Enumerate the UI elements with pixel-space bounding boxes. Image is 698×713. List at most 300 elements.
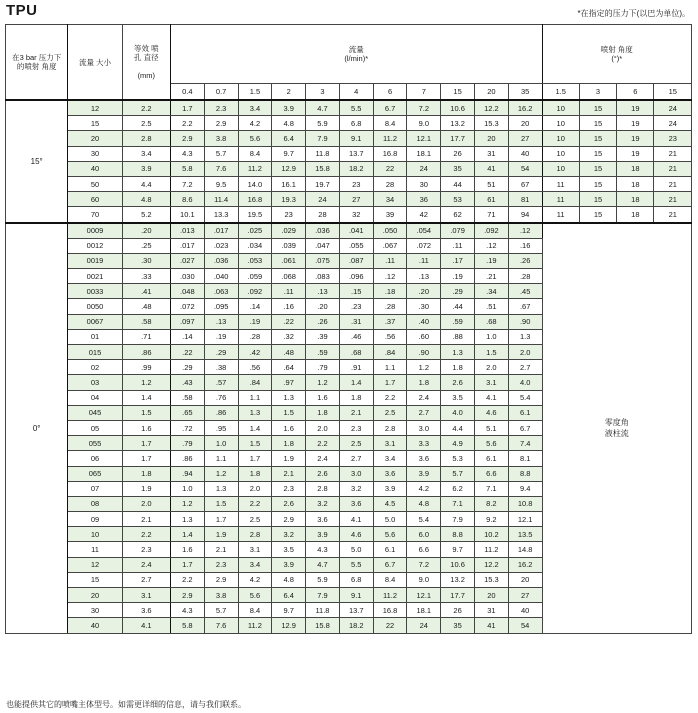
flow-cell: 3.1	[373, 436, 407, 451]
angle-cell: 19	[617, 131, 654, 146]
flow-cell: 2.2	[170, 572, 204, 587]
header-pressure-flow: 0.4	[170, 84, 204, 101]
flow-cell: .041	[339, 223, 373, 239]
flow-cell: 13.5	[508, 527, 542, 542]
flow-cell: .025	[238, 223, 272, 239]
flow-cell: 3.2	[306, 496, 340, 511]
flow-cell: 44	[441, 176, 475, 191]
orifice-cell: 4.8	[122, 192, 170, 207]
flow-cell: 71	[474, 207, 508, 223]
flow-cell: 2.0	[474, 360, 508, 375]
flow-cell: .22	[170, 345, 204, 360]
flow-cell: 12.9	[272, 161, 306, 176]
angle-cell: 18	[617, 207, 654, 223]
flow-cell: .050	[373, 223, 407, 239]
header-pressure-flow: 4	[339, 84, 373, 101]
flow-cell: 13.7	[339, 146, 373, 161]
flow-cell: .036	[306, 223, 340, 239]
flow-cell: .18	[373, 284, 407, 299]
flow-cell: 3.3	[407, 436, 441, 451]
flow-cell: 5.7	[204, 146, 238, 161]
angle-cell: 15	[579, 131, 616, 146]
flow-cell: 2.7	[407, 405, 441, 420]
flow-size-cell: 09	[68, 512, 122, 527]
flow-cell: 1.9	[204, 527, 238, 542]
flow-cell: 6.7	[373, 100, 407, 116]
flow-cell: 53	[441, 192, 475, 207]
flow-cell: 14.0	[238, 176, 272, 191]
flow-cell: 4.0	[441, 405, 475, 420]
flow-cell: 1.8	[272, 436, 306, 451]
flow-cell: 17.7	[441, 131, 475, 146]
flow-cell: .68	[339, 345, 373, 360]
flow-cell: 6.8	[339, 572, 373, 587]
flow-cell: .84	[373, 345, 407, 360]
flow-cell: .45	[508, 284, 542, 299]
flow-cell: 51	[474, 176, 508, 191]
orifice-cell: 2.5	[122, 116, 170, 131]
flow-cell: .053	[238, 253, 272, 268]
flow-cell: 2.0	[306, 420, 340, 435]
flow-cell: 6.4	[272, 131, 306, 146]
flow-cell: 9.1	[339, 131, 373, 146]
flow-size-cell: 60	[68, 192, 122, 207]
orifice-cell: .41	[122, 284, 170, 299]
flow-cell: .79	[170, 436, 204, 451]
flow-cell: .055	[339, 238, 373, 253]
flow-cell: .42	[238, 345, 272, 360]
flow-size-cell: 11	[68, 542, 122, 557]
flow-cell: .029	[272, 223, 306, 239]
angle-cell: 15	[579, 161, 616, 176]
header-pressure-flow: 1.5	[238, 84, 272, 101]
angle-cell: 15	[579, 176, 616, 191]
flow-cell: .15	[339, 284, 373, 299]
header-pressure-flow: 7	[407, 84, 441, 101]
header-orifice-label: 等效 喷孔 直径	[134, 44, 159, 62]
flow-cell: 4.1	[474, 390, 508, 405]
flow-cell: 9.7	[272, 603, 306, 618]
flow-cell: 7.9	[306, 131, 340, 146]
flow-cell: .59	[306, 345, 340, 360]
header-spray-angle-unit: (°)*	[611, 54, 623, 63]
flow-cell: 12.1	[407, 588, 441, 603]
flow-size-cell: 01	[68, 329, 122, 344]
flow-cell: 13.2	[441, 572, 475, 587]
angle-cell: 11	[542, 176, 579, 191]
flow-cell: 2.6	[441, 375, 475, 390]
table-row	[6, 223, 692, 239]
header-pressure-angle: 6	[617, 84, 654, 101]
flow-cell: 4.8	[407, 496, 441, 511]
flow-cell: 1.8	[306, 405, 340, 420]
flow-cell: 1.8	[407, 375, 441, 390]
flow-cell: .11	[373, 253, 407, 268]
flow-cell: 13.3	[204, 207, 238, 223]
flow-cell: .44	[441, 299, 475, 314]
flow-cell: .092	[238, 284, 272, 299]
flow-cell: .19	[474, 253, 508, 268]
flow-cell: .59	[441, 314, 475, 329]
flow-cell: 8.2	[474, 496, 508, 511]
flow-size-cell: 0019	[68, 253, 122, 268]
angle-cell: 15	[579, 207, 616, 223]
flow-cell: 1.2	[170, 496, 204, 511]
zero-degree-label: 零度角	[604, 418, 629, 428]
flow-cell: 4.6	[474, 405, 508, 420]
flow-cell: 10.2	[474, 527, 508, 542]
flow-cell: 20	[474, 588, 508, 603]
flow-cell: 8.6	[170, 192, 204, 207]
orifice-cell: .33	[122, 269, 170, 284]
flow-cell: .092	[474, 223, 508, 239]
orifice-cell: 1.9	[122, 481, 170, 496]
flow-cell: 1.3	[441, 345, 475, 360]
flow-cell: 31	[474, 146, 508, 161]
orifice-cell: 1.6	[122, 420, 170, 435]
flow-cell: 13.7	[339, 603, 373, 618]
flow-cell: .034	[238, 238, 272, 253]
flow-cell: 4.4	[441, 420, 475, 435]
flow-cell: 2.1	[272, 466, 306, 481]
flow-cell: 1.6	[272, 420, 306, 435]
flow-cell: 2.9	[272, 512, 306, 527]
flow-cell: 4.7	[306, 557, 340, 572]
flow-cell: 10.8	[508, 496, 542, 511]
flow-cell: 9.2	[474, 512, 508, 527]
flow-cell: 6.8	[339, 116, 373, 131]
flow-cell: .061	[272, 253, 306, 268]
flow-cell: 1.4	[170, 527, 204, 542]
header-angle-at-3bar: 在3 bar 压力下 的喷射 角度	[6, 25, 68, 101]
flow-cell: 42	[407, 207, 441, 223]
flow-cell: 1.2	[204, 466, 238, 481]
header-pressure-flow: 15	[441, 84, 475, 101]
flow-cell: 1.4	[339, 375, 373, 390]
flow-cell: 12.2	[474, 100, 508, 116]
flow-cell: 2.7	[339, 451, 373, 466]
flow-cell: 7.2	[407, 100, 441, 116]
flow-cell: .036	[204, 253, 238, 268]
flow-cell: .067	[373, 238, 407, 253]
flow-cell: .22	[272, 314, 306, 329]
header-pressure-flow: 20	[474, 84, 508, 101]
flow-cell: 15.8	[306, 161, 340, 176]
flow-cell: 23	[339, 176, 373, 191]
flow-cell: 15.8	[306, 618, 340, 633]
flow-cell: 26	[441, 146, 475, 161]
flow-cell: 61	[474, 192, 508, 207]
flow-cell: 3.1	[238, 542, 272, 557]
flow-cell: .13	[306, 284, 340, 299]
angle-cell: 18	[617, 192, 654, 207]
flow-cell: 1.5	[238, 436, 272, 451]
flow-cell: 4.9	[441, 436, 475, 451]
flow-cell: 2.8	[306, 481, 340, 496]
flow-cell: 20	[474, 131, 508, 146]
flow-cell: 7.9	[306, 588, 340, 603]
flow-cell: 30	[407, 176, 441, 191]
flow-size-cell: 70	[68, 207, 122, 223]
flow-cell: .20	[407, 284, 441, 299]
orifice-cell: 1.2	[122, 375, 170, 390]
orifice-cell: .30	[122, 253, 170, 268]
flow-cell: 16.8	[238, 192, 272, 207]
flow-cell: 6.4	[272, 588, 306, 603]
flow-cell: 7.2	[407, 557, 441, 572]
flow-cell: 28	[373, 176, 407, 191]
flow-cell: 3.9	[272, 100, 306, 116]
flow-cell: 8.4	[238, 603, 272, 618]
flow-cell: 17.7	[441, 588, 475, 603]
flow-cell: 16.2	[508, 557, 542, 572]
flow-size-cell: 04	[68, 390, 122, 405]
table-row	[6, 131, 692, 146]
flow-cell: 11.4	[204, 192, 238, 207]
flow-cell: .017	[170, 238, 204, 253]
flow-cell: .079	[441, 223, 475, 239]
angle-cell: 21	[654, 207, 692, 223]
flow-size-cell: 0021	[68, 269, 122, 284]
flow-size-cell: 065	[68, 466, 122, 481]
flow-cell: 62	[441, 207, 475, 223]
header-pressure-flow: 0.7	[204, 84, 238, 101]
flow-cell: 3.9	[373, 481, 407, 496]
flow-cell: 4.6	[339, 527, 373, 542]
flow-size-cell: 20	[68, 131, 122, 146]
table-row	[6, 161, 692, 176]
flow-cell: 2.5	[238, 512, 272, 527]
flow-cell: .23	[339, 299, 373, 314]
flow-cell: 26	[441, 603, 475, 618]
flow-size-cell: 05	[68, 420, 122, 435]
flow-cell: 40	[508, 146, 542, 161]
flow-cell: 3.9	[272, 557, 306, 572]
flow-size-cell: 10	[68, 527, 122, 542]
flow-cell: 2.5	[373, 405, 407, 420]
flow-cell: 36	[407, 192, 441, 207]
angle-cell: 21	[654, 176, 692, 191]
orifice-cell: 2.1	[122, 512, 170, 527]
flow-cell: .29	[204, 345, 238, 360]
header-pressure-angle: 15	[654, 84, 692, 101]
flow-cell: 4.2	[407, 481, 441, 496]
flow-cell: 1.9	[272, 451, 306, 466]
flow-cell: 2.6	[272, 496, 306, 511]
flow-cell: 24	[407, 618, 441, 633]
flow-cell: 5.0	[373, 512, 407, 527]
flow-size-cell: 40	[68, 618, 122, 633]
flow-size-cell: 06	[68, 451, 122, 466]
flow-cell: .28	[373, 299, 407, 314]
flow-cell: 3.5	[272, 542, 306, 557]
flow-cell: 2.3	[339, 420, 373, 435]
header-pressure-angle: 3	[579, 84, 616, 101]
flow-cell: 41	[474, 618, 508, 633]
flow-cell: 2.7	[508, 360, 542, 375]
flow-cell: 3.8	[204, 588, 238, 603]
angle-cell: 11	[542, 192, 579, 207]
footer-note: 也能提供其它的喷嘴主体型号。如需更详细的信息，请与我们联系。	[6, 700, 246, 709]
orifice-cell: 2.4	[122, 557, 170, 572]
flow-cell: 1.5	[474, 345, 508, 360]
flow-cell: 2.2	[238, 496, 272, 511]
angle-cell: 18	[617, 161, 654, 176]
spray-angle-15: 15°	[6, 100, 68, 223]
flow-cell: 2.1	[204, 542, 238, 557]
flow-cell: 1.6	[170, 542, 204, 557]
flow-cell: .39	[306, 329, 340, 344]
angle-cell: 19	[617, 146, 654, 161]
flow-cell: 3.9	[407, 466, 441, 481]
flow-cell: 14.8	[508, 542, 542, 557]
flow-size-cell: 08	[68, 496, 122, 511]
angle-cell: 10	[542, 146, 579, 161]
flow-cell: 23	[272, 207, 306, 223]
flow-cell: 19.7	[306, 176, 340, 191]
flow-cell: .64	[272, 360, 306, 375]
flow-cell: 4.1	[339, 512, 373, 527]
flow-cell: .31	[339, 314, 373, 329]
table-row	[6, 100, 692, 116]
flow-cell: .027	[170, 253, 204, 268]
flow-cell: 3.2	[272, 527, 306, 542]
flow-cell: 8.8	[441, 527, 475, 542]
flow-cell: .19	[238, 314, 272, 329]
flow-cell: 2.9	[204, 572, 238, 587]
flow-cell: 20	[508, 572, 542, 587]
header-pressure-flow: 3	[306, 84, 340, 101]
flow-cell: 6.6	[474, 466, 508, 481]
flow-cell: 12.9	[272, 618, 306, 633]
angle-cell: 24	[654, 100, 692, 116]
flow-cell: 10.1	[170, 207, 204, 223]
flow-cell: .013	[170, 223, 204, 239]
flow-cell: 94	[508, 207, 542, 223]
flow-cell: 18.2	[339, 618, 373, 633]
orifice-cell: 3.1	[122, 588, 170, 603]
flow-cell: .095	[204, 299, 238, 314]
flow-cell: 11.2	[238, 618, 272, 633]
flow-cell: 6.7	[508, 420, 542, 435]
flow-cell: 31	[474, 603, 508, 618]
flow-cell: 8.4	[238, 146, 272, 161]
flow-size-cell: 0033	[68, 284, 122, 299]
orifice-cell: 3.9	[122, 161, 170, 176]
flow-cell: 4.3	[170, 603, 204, 618]
flow-cell: 1.7	[170, 100, 204, 116]
flow-cell: .26	[306, 314, 340, 329]
flow-cell: 5.7	[204, 603, 238, 618]
flow-cell: 28	[306, 207, 340, 223]
header-spray-angle	[542, 25, 691, 84]
flow-cell: 1.7	[204, 512, 238, 527]
flow-cell: 2.6	[306, 466, 340, 481]
flow-cell: .097	[170, 314, 204, 329]
header-pressure-flow: 6	[373, 84, 407, 101]
flow-cell: 8.4	[373, 572, 407, 587]
flow-cell: .29	[441, 284, 475, 299]
table-row	[6, 176, 692, 191]
flow-cell: 3.2	[339, 481, 373, 496]
flow-size-cell: 0050	[68, 299, 122, 314]
flow-cell: .56	[238, 360, 272, 375]
angle-cell: 10	[542, 161, 579, 176]
flow-cell: .94	[170, 466, 204, 481]
orifice-cell: 2.7	[122, 572, 170, 587]
flow-cell: 67	[508, 176, 542, 191]
angle-cell: 11	[542, 207, 579, 223]
flow-cell: 4.0	[508, 375, 542, 390]
header-flow	[170, 25, 542, 84]
header-spray-angle-label: 喷射 角度	[600, 45, 633, 54]
flow-cell: .11	[272, 284, 306, 299]
flow-cell: 6.6	[407, 542, 441, 557]
flow-cell: 5.8	[170, 161, 204, 176]
table-row	[6, 207, 692, 223]
flow-cell: 1.5	[272, 405, 306, 420]
flow-cell: 40	[508, 603, 542, 618]
flow-cell: 27	[508, 131, 542, 146]
flow-cell: 2.9	[204, 116, 238, 131]
orifice-cell: 4.1	[122, 618, 170, 633]
flow-cell: .29	[170, 360, 204, 375]
flow-cell: 32	[339, 207, 373, 223]
flow-cell: .068	[272, 269, 306, 284]
flow-cell: 12.1	[407, 131, 441, 146]
flow-cell: 1.0	[170, 481, 204, 496]
flow-size-cell: 015	[68, 345, 122, 360]
flow-cell: .91	[339, 360, 373, 375]
page-title: TPU	[6, 2, 38, 19]
angle-cell: 10	[542, 131, 579, 146]
flow-cell: 3.8	[204, 131, 238, 146]
flow-cell: 1.7	[170, 557, 204, 572]
flow-cell: 9.4	[508, 481, 542, 496]
spray-angle-0: 0°	[6, 223, 68, 634]
flow-size-cell: 03	[68, 375, 122, 390]
flow-cell: 7.1	[474, 481, 508, 496]
flow-size-cell: 15	[68, 116, 122, 131]
flow-cell: .65	[170, 405, 204, 420]
flow-cell: 2.9	[170, 131, 204, 146]
flow-cell: 5.5	[339, 557, 373, 572]
header-flow-size: 流量 大小	[68, 25, 122, 101]
flow-cell: 7.6	[204, 618, 238, 633]
flow-cell: 4.5	[373, 496, 407, 511]
flow-cell: 15.3	[474, 116, 508, 131]
flow-cell: 41	[474, 161, 508, 176]
flow-cell: .51	[474, 299, 508, 314]
angle-cell: 10	[542, 116, 579, 131]
flow-cell: 4.7	[306, 100, 340, 116]
angle-cell: 19	[617, 116, 654, 131]
flow-cell: 6.2	[441, 481, 475, 496]
flow-cell: 12.1	[508, 512, 542, 527]
flow-cell: 5.6	[373, 527, 407, 542]
flow-cell: .17	[441, 253, 475, 268]
flow-cell: 7.4	[508, 436, 542, 451]
flow-cell: 5.5	[339, 100, 373, 116]
orifice-cell: 2.3	[122, 542, 170, 557]
orifice-cell: 2.2	[122, 100, 170, 116]
header-orifice-unit: (mm)	[137, 71, 156, 80]
flow-cell: 5.9	[306, 116, 340, 131]
flow-cell: 3.4	[238, 100, 272, 116]
orifice-cell: 3.4	[122, 146, 170, 161]
flow-cell: 9.0	[407, 572, 441, 587]
flow-cell: 54	[508, 618, 542, 633]
